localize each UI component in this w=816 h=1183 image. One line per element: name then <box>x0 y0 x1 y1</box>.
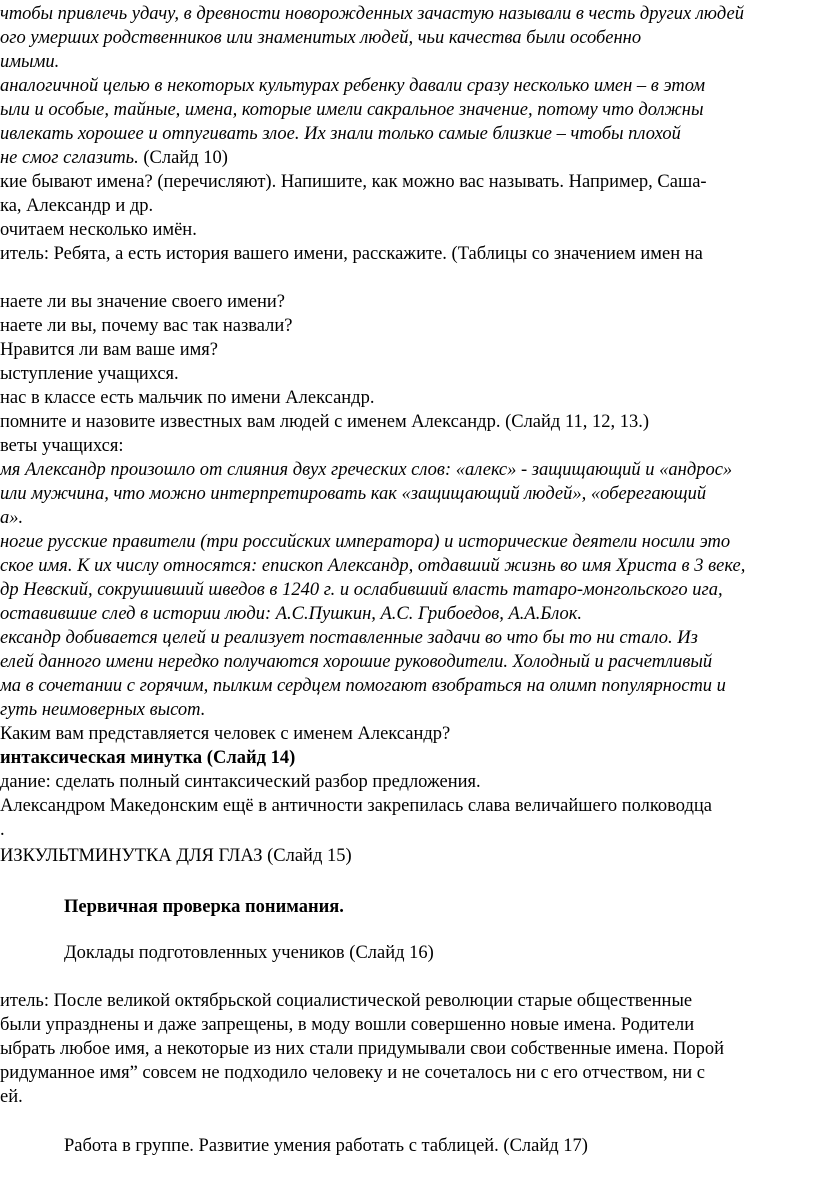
section-heading-check: Первичная проверка понимания. <box>64 897 344 917</box>
text-line: а». <box>0 508 24 528</box>
text-line: были упразднены и даже запрещены, в моду вошли совершенно новые имена. Родители <box>0 1015 695 1035</box>
group-work-line: Работа в группе. Развитие умения работать с таблицей. (Слайд 17) <box>64 1136 588 1156</box>
text-line: ногие русские правители (три российских императора) и исторические деятели носили это <box>0 532 731 552</box>
text-line: итель: После великой октябрьской социалистической революции старые общественные <box>0 991 693 1011</box>
text-line: кие бывают имена? (перечисляют). Напишите, как можно вас называть. Например, Саша- <box>0 172 707 192</box>
text-line: ридуманное имя” совсем не подходило человеку и не сочеталось ни с его отчеством, ни с <box>0 1063 705 1083</box>
text-line: ександр добивается целей и реализует поставленные задачи во что бы то ни стало. Из <box>0 628 698 648</box>
reports-line: Доклады подготовленных учеников (Слайд 16) <box>64 943 434 963</box>
text-line: Александром Македонским ещё в античности закрепилась слава величайшего полководца <box>0 796 713 816</box>
text-line: нас в классе есть мальчик по имени Александр. <box>0 388 375 408</box>
text-line: елей данного имени нередко получаются хорошие руководители. Холодный и расчетливый <box>0 652 713 672</box>
text-line: аналогичной целью в некоторых культурах ребенку давали сразу несколько имен – в этом <box>0 76 706 96</box>
text-line: ивлекать хорошее и отпугивать злое. Их знали только самые близкие – чтобы плохой <box>0 124 681 144</box>
text-line: помните и назовите известных вам людей с именем Александр. (Слайд 11, 12, 13.) <box>0 412 650 432</box>
section-heading: ИЗКУЛЬТМИНУТКА ДЛЯ ГЛАЗ (Слайд 15) <box>0 846 352 866</box>
text-line: ыли и особые, тайные, имена, которые имели сакральное значение, потому что должны <box>0 100 704 120</box>
text-line: ыступление учащихся. <box>0 364 179 384</box>
text-line: итель: Ребята, а есть история вашего имени, расскажите. (Таблицы со значением имен на <box>0 244 703 264</box>
text-line: имыми. <box>0 52 60 72</box>
text-line <box>0 146 228 170</box>
text-line: или мужчина, что можно интерпретировать как «защищающий людей», «оберегающий <box>0 484 707 504</box>
question-line: наете ли вы значение своего имени? <box>0 292 285 312</box>
question-line: наете ли вы, почему вас так назвали? <box>0 316 293 336</box>
text-line: ма в сочетании с горячим, пылким сердцем помогают взобраться на олимп популярности и <box>0 676 726 696</box>
text-line: ого умерших родственников или знаменитых людей, чьи качества были особенно <box>0 28 642 48</box>
text-line: дание: сделать полный синтаксический разбор предложения. <box>0 772 481 792</box>
text-line: гуть неимоверных высот. <box>0 700 206 720</box>
text-line: . <box>0 820 5 840</box>
text-line: веты учащихся: <box>0 436 124 456</box>
section-heading: интаксическая минутка (Слайд 14) <box>0 748 296 768</box>
text-line: ское имя. К их числу относятся: епископ Александр, отдавший жизнь во имя Христа в 3 веке, <box>0 556 746 576</box>
text-line: ка, Александр и др. <box>0 196 154 216</box>
question-line: Нравится ли вам ваше имя? <box>0 340 219 360</box>
slide-reference: (Слайд 10) <box>138 148 228 168</box>
text-line: др Невский, сокрушивший шведов в 1240 г. и ослабивший власть татаро-монгольского ига, <box>0 580 723 600</box>
text-line: оставившие след в истории люди: А.С.Пушкин, А.С. Грибоедов, А.А.Блок. <box>0 604 583 624</box>
text-line: ыбрать любое имя, а некоторые из них стали придумывали свои собственные имена. Порой <box>0 1039 724 1059</box>
text-line: мя Александр произошло от слияния двух греческих слов: «алекс» - защищающий и «андрос» <box>0 460 733 480</box>
text-line-italic: не смог сглазить. <box>0 148 139 168</box>
text-line: ей. <box>0 1087 23 1107</box>
text-line: очитаем несколько имён. <box>0 220 197 240</box>
text-line: чтобы привлечь удачу, в древности новорожденных зачастую называли в честь других людей <box>0 4 744 24</box>
question-line: Каким вам представляется человек с именем Александр? <box>0 724 451 744</box>
